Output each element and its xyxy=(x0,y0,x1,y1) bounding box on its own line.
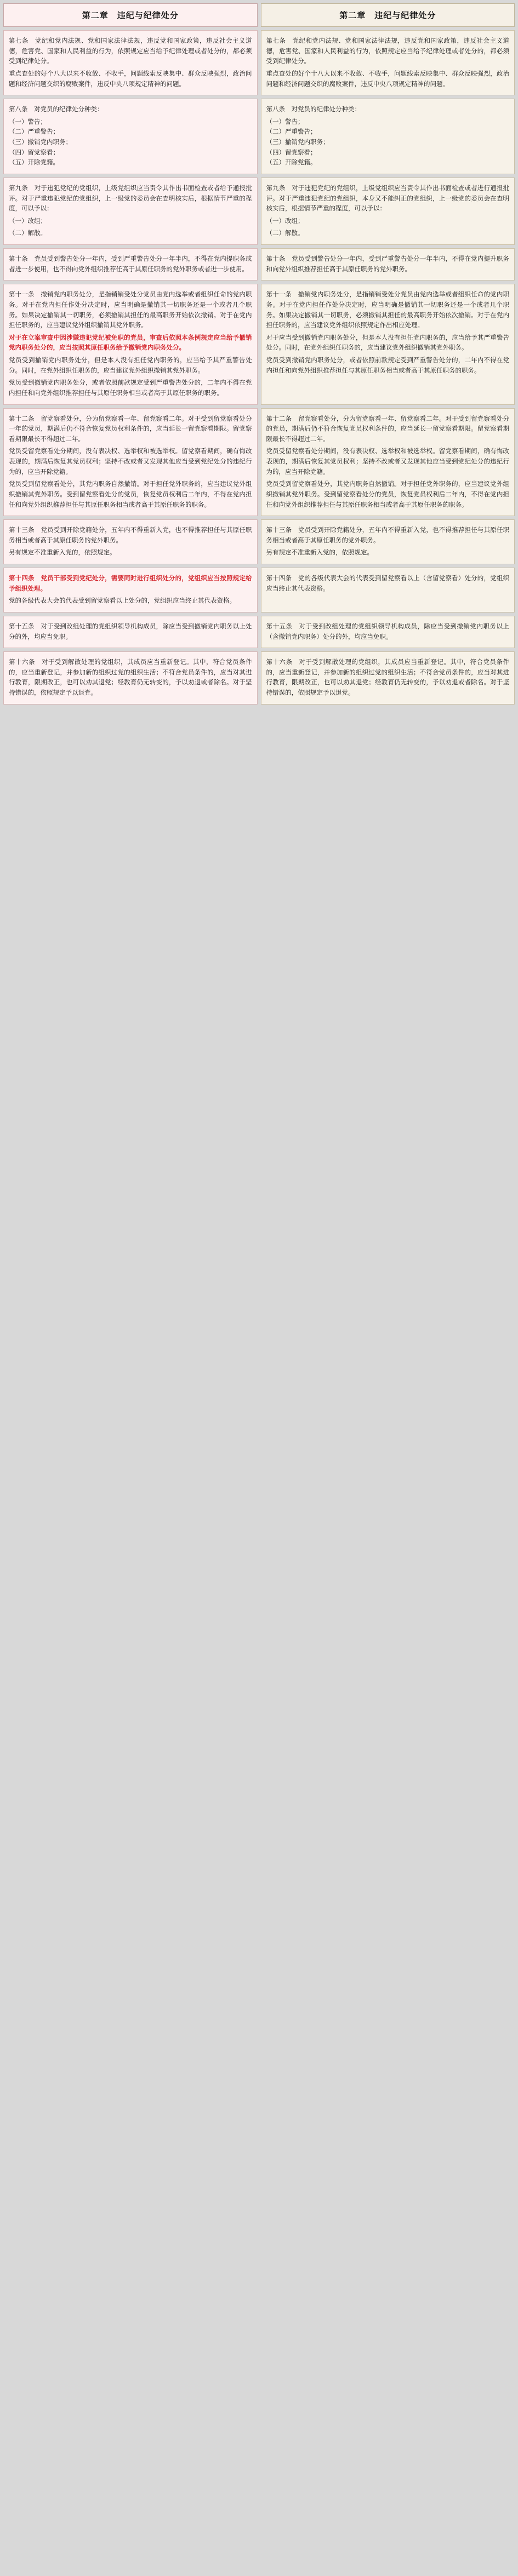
article-11-right-p2: 对于应当受到撤销党内职务处分，但是本人没有担任党内职务的，应当给予其严重警告处分。同时，在党外组织任职务的，应当建议党外组织撤销其党外职务。 xyxy=(266,333,509,352)
article-7-left-p1: 第七条 党纪和党内法规、党和国家法律法规，违反党和国家政策，违反社会主义道德，危害党、国家和人民利益的行为，依照规定应当给予纪律处理或者处分的，都必须受到纪律处分。 xyxy=(9,37,252,65)
article-15-left xyxy=(3,616,258,648)
article-13-left xyxy=(3,519,258,564)
article-row-14 xyxy=(3,568,515,612)
chapter-title-left: 第二章 违纪与纪律处分 xyxy=(3,3,258,27)
list-item: （三）撤销党内职务； xyxy=(266,138,329,146)
list-item: （一）改组； xyxy=(266,216,304,225)
article-8-left-head: 第八条 对党员的纪律处分种类： xyxy=(9,105,104,113)
article-14-right xyxy=(261,568,515,612)
article-13-left-p2: 另有规定不准重新入党的，依照规定。 xyxy=(9,548,116,557)
article-11-right-p3: 党员受到撤销党内职务处分，或者依照前款规定受到严重警告处分的，二年内不得在党内担任和向党外组织推荐担任与其原任职务相当或者高于其原任职务的职务。 xyxy=(266,356,509,374)
article-9-left-p1: 第九条 对于违犯党纪的党组织，上级党组织应当责令其作出书面检查或者给予通报批评。对于严重违犯党纪的党组织，上一级党的委员会在查明核实后，根据情节严重的程度，可以予以： xyxy=(9,184,252,213)
list-item: （二）解散。 xyxy=(266,229,304,237)
article-11-left-p3: 党员受到撤销党内职务处分，但是本人没有担任党内职务的，应当给予其严重警告处分。同时，在党外组织任职务的，应当建议党外组织撤销其党外职务。 xyxy=(9,356,252,374)
article-16-left xyxy=(3,651,258,705)
list-item: （二）严重警告； xyxy=(9,128,59,136)
article-8-right-head: 第八条 对党员的纪律处分种类： xyxy=(266,105,361,113)
article-12-right xyxy=(261,408,515,517)
article-7-left xyxy=(3,30,258,95)
article-13-right-p2: 另有规定不准重新入党的，依照规定。 xyxy=(266,548,373,557)
list-item: （三）撤销党内职务； xyxy=(9,138,72,146)
article-13-right-p1: 第十三条 党员受到开除党籍处分，五年内不得重新入党，也不得推荐担任与其原任职务相当或者高于其原任职务的党外职务。 xyxy=(266,526,509,544)
article-12-right-p1: 第十二条 留党察看处分，分为留党察看一年、留党察看二年。对于受到留党察看处分的党员，期满后仍不符合恢复党员权利条件的，应当延长一留党察看期限。留党察看期限最长不得超过二年。 xyxy=(266,414,509,443)
article-row-12 xyxy=(3,408,515,517)
article-7-right-p2: 重点查处的好个十八大以来不收敛、不收手，问题线索反映集中、群众反映强烈，政治问题和经济问题交织的腐败案件，违反中央八项规定精神的问题。 xyxy=(266,69,509,88)
article-13-left-p1: 第十三条 党员受到开除党籍处分，五年内不得重新入党，也不得推荐担任与其原任职务相当或者高于其原任职务的党外职务。 xyxy=(9,526,252,544)
article-11-left-p2-highlight: 对于在立案审查中因涉嫌违犯党纪被免职的党员，审查后依照本条例规定应当给予撤销党内职务处分的，应当按照其原任职务给予撤销党内职务处分。 xyxy=(9,333,252,352)
article-14-left xyxy=(3,568,258,612)
article-12-left-p3: 党员受到留党察看处分，其党内职务自然撤销。对于担任党外职务的，应当建议党外组织撤销其党外职务。受到留党察看处分的党员，恢复党员权利后二年内，不得在党内担任和向党外组织推荐担任与其原任职务相当或者高于其原任职务的职务。 xyxy=(9,480,252,508)
list-item: （一）警告； xyxy=(9,117,47,125)
article-16-right xyxy=(261,651,515,705)
article-11-left-p1: 第十一条 撤销党内职务处分，是指销销受处分党员由党内选举或者组织任命的党内职务。对于在党内担任作处分决定时，应当明确是撤销其一切职务还是一个或者几个职务。如果决定撤销其一切职务，必须撤销其担任的最高职务开始依次撤销。对于在党内担任职务的，应当建议党外组织撤销其党外职务。 xyxy=(9,290,252,329)
article-row-8 xyxy=(3,99,515,174)
article-13-right xyxy=(261,519,515,564)
article-16-right-p1: 第十六条 对于受到解散处理的党组织，其成员应当重新登记。其中，符合党员条件的，应当重新登记，并参加新的组织过党的组织生活；不符合党员条件的，应当对其进行教育，限期改正，也可以劝其退党；经教育仍无转变的，予以劝退或者除名。对于坚持错误的，依照规定予以退党。 xyxy=(266,658,509,696)
list-item: （四）留党察看； xyxy=(9,148,59,156)
article-10-left xyxy=(3,248,258,281)
comparison-document xyxy=(0,0,518,713)
article-10-right xyxy=(261,248,515,281)
article-row-9 xyxy=(3,178,515,245)
article-row-11 xyxy=(3,284,515,404)
article-row-10 xyxy=(3,248,515,281)
article-11-right xyxy=(261,284,515,404)
article-12-left-p2: 党员受留党察看处分期间，没有表决权、选举权和被选举权。留党察看期间，确有悔改表现的，期满后恢复其党员权利；坚持不改或者又发现其他应当受到党纪处分的违纪行为的，应当开除党籍。 xyxy=(9,447,252,476)
article-11-left-p4: 党员受到撤销党内职务处分，或者依照前款规定受到严重警告处分的，二年内不得在党内担任和向党外组织推荐担任与其原任职务相当或者高于其原任职务的职务。 xyxy=(9,379,252,397)
list-item: （二）解散。 xyxy=(9,229,47,237)
article-row-13 xyxy=(3,519,515,564)
article-14-left-p1-highlight: 第十四条 党员干部受到党纪处分，需要同时进行组织处分的，党组织应当按照规定给予组织处理。 xyxy=(9,574,252,592)
article-row-15 xyxy=(3,616,515,648)
chapter-header-row xyxy=(3,3,515,27)
article-12-right-p3: 党员受到留党察看处分，其党内职务自然撤销。对于担任党外职务的，应当建议党外组织撤销其党外职务。受到留党察看处分的党员，恢复党员权利后二年内，不得在党内担任和向党外组织推荐担任与其原任职务相当或者高于其原任职务的职务。 xyxy=(266,480,509,508)
article-16-left-p1: 第十六条 对于受到解散处理的党组织，其成员应当重新登记。其中，符合党员条件的，应当重新登记，并参加新的组织过党的组织生活；不符合党员条件的，应当对其进行教育，限期改正，也可以劝其退党；经教育仍无转变的，予以劝退或者除名。对于坚持错误的，依照规定予以退党。 xyxy=(9,658,252,696)
article-15-left-p1: 第十五条 对于受到改组处理的党组织领导机构成员，除应当受到撤销党内职务以上处分的外，均应当免职。 xyxy=(9,622,252,640)
list-item: （四）留党察看； xyxy=(266,148,317,156)
article-8-left xyxy=(3,99,258,174)
article-12-right-p2: 党员受留党察看处分期间，没有表决权、选举权和被选举权。留党察看期间，确有悔改表现的，期满后恢复其党员权利；坚持不改或者又发现其他应当受到党纪处分的违纪行为的，应当开除党籍。 xyxy=(266,447,509,476)
article-row-7 xyxy=(3,30,515,95)
article-8-right-list xyxy=(266,117,510,168)
article-9-right-p1: 第九条 对于违犯党纪的党组织，上级党组织应当责令其作出书面检查或者进行通报批评。对于严重违犯党纪的党组织，本身又不能纠正的党组织，上一级党的委员会在查明核实后，根据情节严重的程度，可以予以： xyxy=(266,184,509,213)
article-12-left xyxy=(3,408,258,517)
article-9-right xyxy=(261,178,515,245)
list-item: （五）开除党籍。 xyxy=(266,158,317,167)
chapter-title-right: 第二章 违纪与纪律处分 xyxy=(261,3,515,27)
article-7-right xyxy=(261,30,515,95)
list-item: （五）开除党籍。 xyxy=(9,158,59,167)
article-14-right-p1: 第十四条 党的各级代表大会的代表受到留党察看以上（含留党察看）处分的，党组织应当终止其代表资格。 xyxy=(266,574,509,592)
article-8-left-list xyxy=(9,117,252,168)
article-15-right xyxy=(261,616,515,648)
article-8-right xyxy=(261,99,515,174)
article-10-left-p1: 第十条 党员受到警告处分一年内，受到严重警告处分一年半内，不得在党内提职务或者进一步使用，也不得向党外组织推荐任高于其原任职务的党外职务或者进一步使用。 xyxy=(9,255,252,273)
article-12-left-p1: 第十二条 留党察看处分，分为留党察看一年、留党察看二年。对于受到留党察看处分一年的党员，期满后仍不符合恢复党员权利条件的，应当延长一留党察看期限。留党察看期限最长不得超过二年。 xyxy=(9,414,252,443)
article-7-left-p2: 重点查处的好个八大以来不收敛、不收手，问题线索反映集中、群众反映强烈，政治问题和经济问题交织的腐败案件，违反中央八项规定精神的问题。 xyxy=(9,69,252,88)
list-item: （二）严重警告； xyxy=(266,128,317,136)
article-10-right-p1: 第十条 党员受到警告处分一年内，受到严重警告处分一年半内，不得在党内提升职务和向党外组织推荐担任高于其原任职务的党外职务。 xyxy=(266,255,509,273)
list-item: （一）警告； xyxy=(266,117,304,125)
article-11-right-p1: 第十一条 撤销党内职务处分，是指销销受处分党员由党内选举或者组织任命的党内职务。对于在党内担任作处分决定时，应当明确是撤销其一切职务还是一个或者几个职务。如果决定撤销其一切职务，必须撤销其担任的最高职务开始依次撤销。对于在党内担任职务的，应当建议党外组织依照规定作出相应处理。 xyxy=(266,290,509,329)
article-14-left-p2: 党的各级代表大会的代表受到留党察看以上处分的，党组织应当终止其代表资格。 xyxy=(9,597,236,605)
article-row-16 xyxy=(3,651,515,705)
article-15-right-p1: 第十五条 对于受到改组处理的党组织领导机构成员，除应当受到撤销党内职务以上（含撤销党内职务）处分的外，均应当免职。 xyxy=(266,622,509,640)
article-11-left xyxy=(3,284,258,404)
article-7-right-p1: 第七条 党纪和党内法规、党和国家法律法规，违反党和国家政策，违反社会主义道德，危害党、国家和人民利益的行为，依照规定应当给予纪律处理或者处分的，都必须受到纪律处分。 xyxy=(266,37,509,65)
article-9-left xyxy=(3,178,258,245)
list-item: （一）改组； xyxy=(9,216,47,225)
